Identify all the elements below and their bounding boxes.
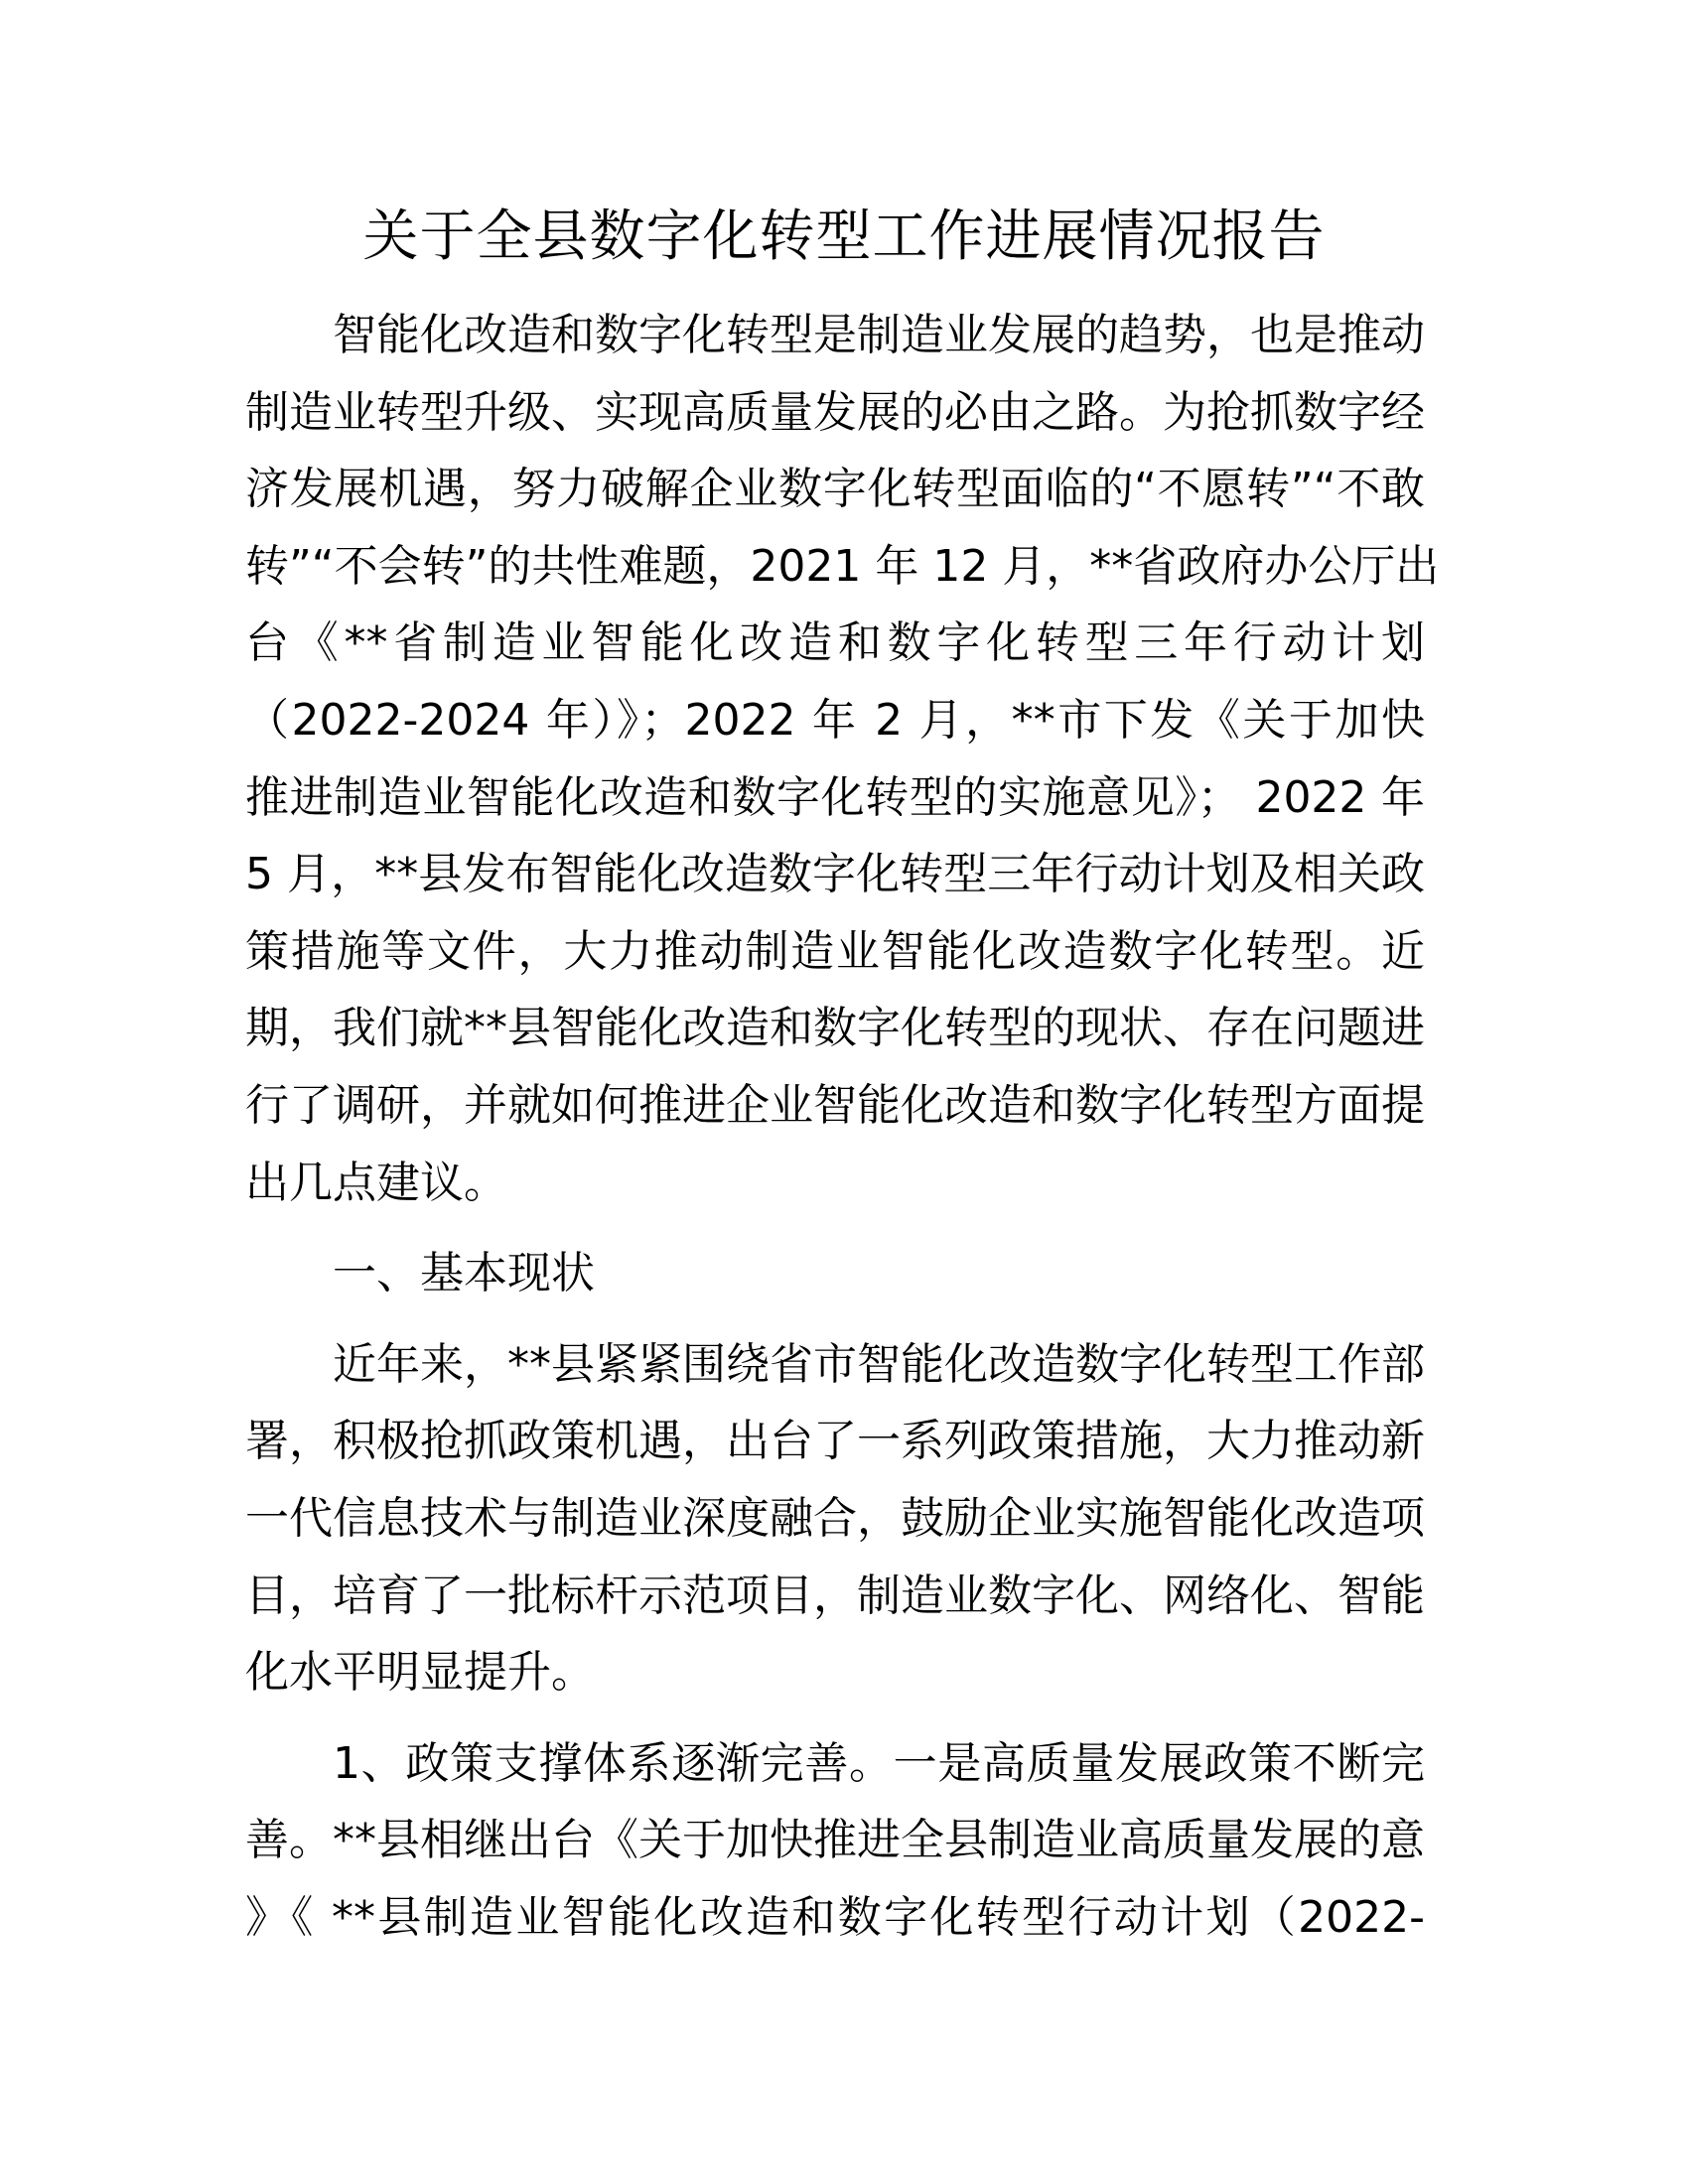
text-line: 智能化改造和数字化转型是制造业发展的趋势，也是推动: [333, 310, 1425, 360]
text-line: 5 月，**县发布智能化改造数字化转型三年行动计划及相关政: [245, 849, 1425, 900]
text-line: 台《**省制造业智能化改造和数字化转型三年行动计划: [245, 617, 1425, 669]
text-line: 推进制造业智能化改造和数字化转型的实施意见》； 2022 年: [245, 771, 1425, 823]
text-line: 一、基本现状: [333, 1248, 595, 1299]
paragraph: [245, 1725, 1425, 1957]
document-title: 关于全县数字化转型工作进展情况报告: [362, 205, 1326, 269]
text-line: 制造业转型升级、实现高质量发展的必由之路。为抢抓数字经: [245, 386, 1425, 438]
text-line: 》《 **县制造业智能化改造和数字化转型行动计划（2022-: [245, 1891, 1425, 1943]
text-line: 行了调研，并就如何推进企业智能化改造和数字化转型方面提: [245, 1079, 1425, 1131]
text-line: 目，培育了一批标杆示范项目，制造业数字化、网络化、智能: [245, 1570, 1425, 1621]
paragraph: [245, 1326, 1425, 1711]
text-line: 期，我们就**县智能化改造和数字化转型的现状、存在问题进: [245, 1003, 1425, 1054]
section-heading: [245, 1235, 1425, 1312]
text-line: 转”“不会转”的共性难题，2021 年 12 月，**省政府办公厅出: [245, 540, 1440, 592]
document-body: [245, 297, 1440, 1956]
text-line: 化水平明显提升。: [245, 1647, 595, 1699]
text-line: 出几点建议。: [245, 1157, 507, 1208]
text-line: 策措施等文件，大力推动制造业智能化改造数字化转型。近: [245, 925, 1425, 977]
text-line: 1、政策支撑体系逐渐完善。一是高质量发展政策不断完: [333, 1737, 1425, 1789]
text-line: （2022-2024 年）》；2022 年 2 月，**市下发《关于加快: [245, 694, 1425, 746]
text-line: 济发展机遇，努力破解企业数字化转型面临的“不愿转”“不敢: [245, 464, 1425, 515]
text-line: 善。**县相继出台《关于加快推进全县制造业高质量发展的意: [245, 1815, 1425, 1866]
text-line: 近年来，**县紧紧围绕省市智能化改造数字化转型工作部: [333, 1338, 1425, 1390]
paragraph: [245, 297, 1440, 1221]
text-line: 署，积极抢抓政策机遇，出台了一系列政策措施，大力推动新: [245, 1416, 1425, 1467]
text-line: 一代信息技术与制造业深度融合，鼓励企业实施智能化改造项: [245, 1492, 1425, 1544]
